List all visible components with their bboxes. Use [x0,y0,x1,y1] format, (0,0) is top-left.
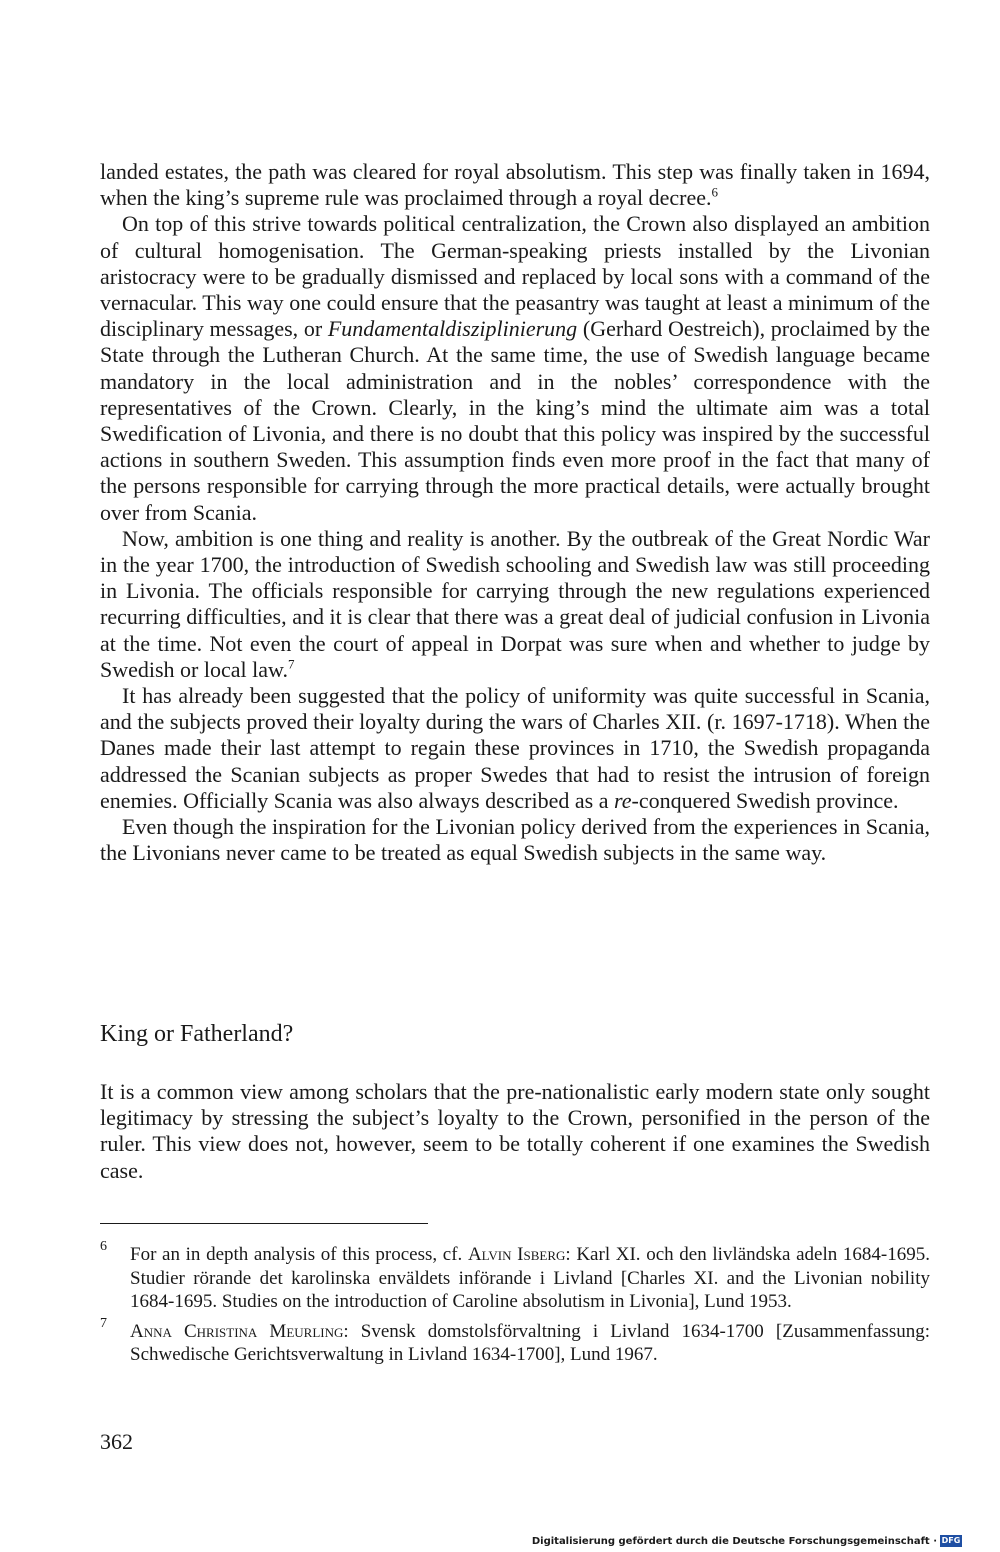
section-paragraph-1: It is a common view among scholars that the pre-nationalistic early modern state only sought legitimacy by stressing the subject’s loyalty to the Crown, personified in the person of the ruler. This view does not, however, seem to be totally coherent if one examines the Swedish case. [100,1079,930,1183]
paragraph-3: Now, ambition is one thing and reality is another. By the outbreak of the Great Nordic War in the year 1700, the introduction of Swedish schooling and Swedish law was still proceeding in Livonia. The officials responsible for carrying through the new regulations experienced recurring difficulties, and it is clear that there was a great deal of judicial confusion in Livonia at the time. Not even the court of appeal in Dorpat was sure when and whether to judge by Swedish or local law.$^7$ [100,525,930,682]
footnote-author: Alvin Isberg [467,1244,566,1265]
paragraph-4: It has already been suggested that the policy of uniformity was quite successful in Scania, and the subjects proved their loyalty during the wars of Charles XII. (r. 1697-1718). When the Danes made their last attempt to regain these provinces in 1710, the Swedish propaganda addressed the Scanian subjects as proper Swedes that had to resist the intrusion of foreign enemies. Officially Scania was also always described as a re-conquered Swedish province. [100,683,930,813]
page-number: 362 [100,1429,133,1454]
paragraph-1: landed estates, the path was cleared for royal absolutism. This step was finally taken in 1694, when the king’s supreme rule was proclaimed through a royal decree.$^6$ [100,159,930,211]
footnote-number: 6 [100,1239,107,1254]
paragraph-5: Even though the inspiration for the Livonian policy derived from the experiences in Scania, the Livonians never came to be treated as equal Swedish subjects in the same way. [100,814,930,866]
footnote-7: 7 Anna Christina Meurling: Svensk domstolsförvaltning i Livland 1634-1700 [Zusammenfassung: Schwedische Gerichtsverwaltung in Livland 1634-1700], Lund 1967. [100,1320,930,1367]
digitization-credit [532,1535,962,1547]
footnote-6: 6 For an in depth analysis of this process, cf. Alvin Isberg: Karl XI. och den livländska adeln 1684-1695. Studier rörande det karolinska enväldets införande i Livland [Charles XI. and the Livonian nobility 1684-1695. Studies on the introduction of Caroline absolutism in Livonia], Lund 1953. [100,1243,930,1314]
body-text [100,159,930,866]
section-heading: King or Fatherland? [100,1021,294,1047]
italic-prefix: re- [613,787,639,813]
footnotes [100,1239,930,1373]
credit-text: Digitalisierung gefördert durch die Deutsche Forschungsgemeinschaft · [531,1535,937,1547]
footnote-divider [100,1223,428,1224]
section-text [100,1079,930,1184]
footnote-ref-6[interactable]: 6 [711,184,719,200]
dfg-logo-icon: DFG [941,1536,961,1545]
paragraph-2: On top of this strive towards political centralization, the Crown also displayed an ambition of cultural homogenisation. The German-speaking priests installed by the Livonian aristocracy were to be gradually dismissed and replaced by local sons with a command of the vernacular. This way one could ensure that the peasantry was taught at least a minimum of the disciplinary messages, or Fundamentaldisziplinierung (Gerhard Oestreich), proclaimed by the State through the Lutheran Church. At the same time, the use of Swedish language became mandatory in the local administration and in the nobles’ correspondence with the representatives of the Crown. Clearly, in the king’s mind the ultimate aim was a total Swedification of Livonia, and there is no doubt that this policy was inspired by the successful actions in southern Sweden. This assumption finds even more proof in the fact that many of the persons responsible for carrying through the more practical details, were actually brought over from Scania. [100,211,930,525]
footnote-ref-7[interactable]: 7 [287,656,295,672]
italic-term: Fundamentaldisziplinierung [327,316,578,342]
footnote-number: 7 [100,1315,107,1331]
footnote-author: Anna Christina Meurling [130,1320,344,1342]
